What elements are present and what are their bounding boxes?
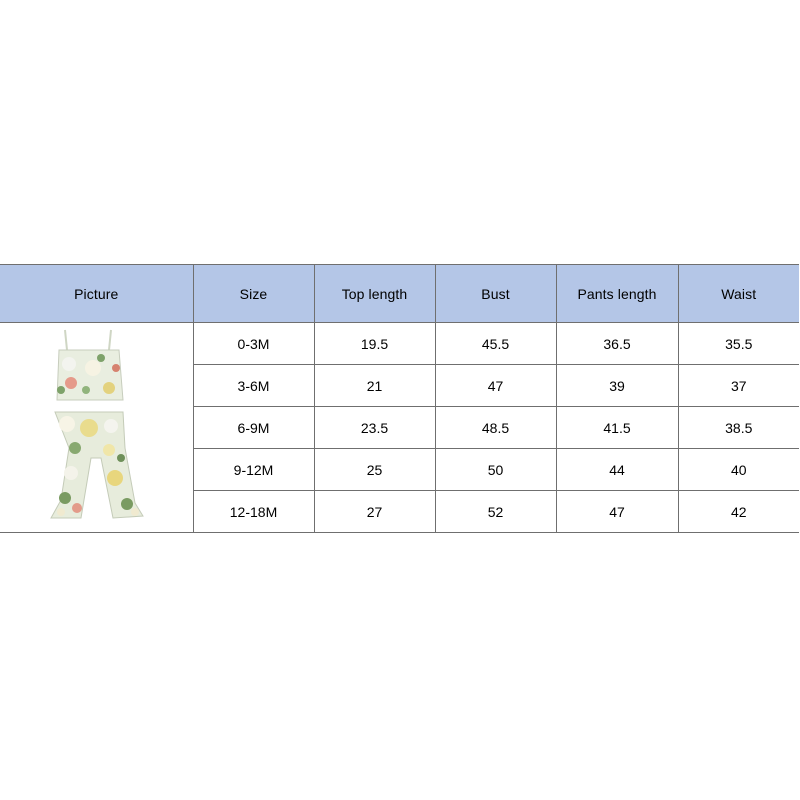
cell-top-length: 21 xyxy=(314,365,435,407)
cell-pants-length: 39 xyxy=(556,365,678,407)
cell-pants-length: 44 xyxy=(556,449,678,491)
header-top-length: Top length xyxy=(314,265,435,323)
header-size: Size xyxy=(193,265,314,323)
cell-size: 3-6M xyxy=(193,365,314,407)
header-waist: Waist xyxy=(678,265,799,323)
cell-pants-length: 36.5 xyxy=(556,323,678,365)
cell-waist: 42 xyxy=(678,491,799,533)
cell-size: 9-12M xyxy=(193,449,314,491)
cell-bust: 45.5 xyxy=(435,323,556,365)
cell-top-length: 19.5 xyxy=(314,323,435,365)
floral-outfit-image xyxy=(31,328,161,528)
cell-waist: 37 xyxy=(678,365,799,407)
cell-pants-length: 47 xyxy=(556,491,678,533)
header-row xyxy=(0,265,799,323)
cell-waist: 40 xyxy=(678,449,799,491)
picture-cell xyxy=(0,323,193,533)
header-pants-length: Pants length xyxy=(556,265,678,323)
cell-bust: 52 xyxy=(435,491,556,533)
cell-top-length: 25 xyxy=(314,449,435,491)
cell-top-length: 23.5 xyxy=(314,407,435,449)
cell-waist: 38.5 xyxy=(678,407,799,449)
cell-bust: 48.5 xyxy=(435,407,556,449)
cell-bust: 50 xyxy=(435,449,556,491)
cell-top-length: 27 xyxy=(314,491,435,533)
size-chart-table xyxy=(0,264,799,533)
table-row xyxy=(0,323,799,365)
cell-pants-length: 41.5 xyxy=(556,407,678,449)
cell-waist: 35.5 xyxy=(678,323,799,365)
cell-size: 0-3M xyxy=(193,323,314,365)
header-picture: Picture xyxy=(0,265,193,323)
cell-size: 12-18M xyxy=(193,491,314,533)
cell-size: 6-9M xyxy=(193,407,314,449)
cell-bust: 47 xyxy=(435,365,556,407)
header-bust: Bust xyxy=(435,265,556,323)
